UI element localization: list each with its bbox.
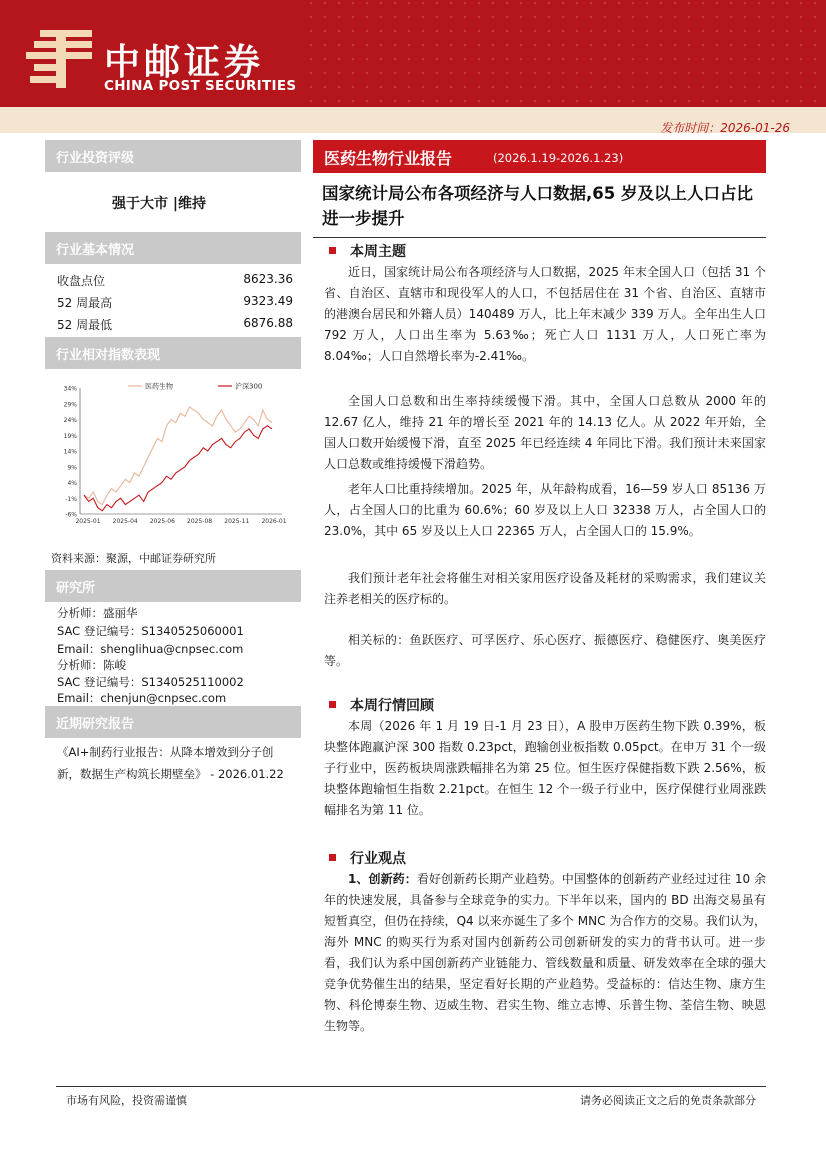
- y-tick-label: 19%: [63, 432, 77, 440]
- series-line-pharma: [84, 407, 272, 505]
- section-title: 本周主题: [350, 244, 406, 260]
- china-post-logo-icon: [26, 30, 98, 88]
- paragraph-body: 看好创新药长期产业趋势。中国整体的创新药产业经过过往 10 余年的快速发展，具备参与全球竞争的实力。下半年以来，国内的 BD 出海交易虽有短暂真空，但仍在持续，Q4 以来亦诞生了多个 MNC 为合作方的交易。我们认为，海外 MNC 的购买行为系对国内创新药公司创新研发的实力的背书认可。进一步看，我们认为系中国创新药产业链能力、管线数量和质量、研发效率在全球的强大竞争优势催生出的结果，坚定看好长期的产业趋势。受益标的：信达生物、康方生物、科伦博泰生物、迈威生物、君实生物、维立志博、乐普生物、荃信生物、映恩生物等。: [324, 872, 766, 1033]
- y-tick-label: 14%: [63, 448, 77, 456]
- paragraph: 本周（2026 年 1 月 19 日-1 月 23 日），A 股申万医药生物下跌 0.39%，板块整体跑赢沪深 300 指数 0.23pct，跑输创业板指数 0.05pct。在申万 31 个一级子行业中，医药板块周涨跌幅排名为第 25 位。恒生医疗保健指数下跌 2.56%，板块整体跑输恒生指数 2.21pct。在恒生 12 个一级子行业中，医疗保健行业周涨跌幅排名为第 11 位。: [324, 719, 766, 817]
- logo-english: CHINA POST SECURITIES: [104, 78, 297, 94]
- basic-item-label: 52 周最高: [57, 296, 113, 310]
- basic-item-close: [57, 272, 293, 289]
- footer-disclaimer: 请务必阅读正文之后的免责条款部分: [580, 1094, 756, 1107]
- x-tick-label: 2025-04: [112, 518, 138, 525]
- rating-header-label: 行业投资评级: [56, 151, 135, 166]
- y-tick-label: -6%: [65, 511, 77, 519]
- basic-item-value: 9323.49: [243, 294, 293, 308]
- logo-chinese: 中邮证券: [104, 42, 265, 83]
- basic-item-value: 8623.36: [243, 272, 293, 286]
- paragraph: 近日，国家统计局公布各项经济与人口数据，2025 年末全国人口（包括 31 个省、自治区、直辖市和现役军人的人口，不包括居住在 31 个省、自治区、直辖市的港澳台居民和外籍人员）140489 万人，比上年末减少 339 万人。全年出生人口 792 万人，人口出生率为 5.63‰；死亡人口 1131 万人，人口死亡率为 8.04‰；人口自然增长率为-2.41‰。: [324, 265, 766, 363]
- report-band: [313, 140, 766, 173]
- relative-perf-header: [45, 337, 301, 369]
- paragraph: 老年人口比重持续增加。2025 年，从年龄构成看，16—59 岁人口 85136 万人，占全国人口的比重为 60.6%；60 岁及以上人口 32338 万人，占全国人口的 23.0%，其中 65 岁及以上人口 22365 万人，占全国人口的 15.9%。: [324, 482, 766, 538]
- relative-performance-chart: [56, 376, 288, 526]
- x-tick-label: 2025-11: [224, 518, 250, 525]
- section-industry-view: [329, 848, 406, 868]
- basic-item-high: [57, 294, 293, 311]
- x-tick-label: 2025-01: [75, 518, 101, 525]
- bullet-icon: [329, 247, 336, 254]
- basic-info-header-label: 行业基本情况: [56, 243, 135, 258]
- publish-date: 发布时间：2026-01-26: [660, 121, 790, 135]
- paragraph: 全国人口总数和出生率持续缓慢下滑。其中，全国人口总数从 2000 年的 12.67 亿人，维持 21 年的增长至 2021 年的 14.13 亿人。从 2022 年开始，全国人口数开始缓慢下滑，直至 2025 年已经连续 4 年同比下滑。我们预计未来国家人口总数或维持缓慢下滑趋势。: [324, 394, 766, 471]
- analyst-sac: SAC 登记编号：S1340525110002: [57, 675, 244, 689]
- section-market-review: [329, 695, 434, 715]
- header-banner: [0, 0, 826, 107]
- recent-reports-header: [45, 706, 301, 738]
- x-tick-label: 2025-08: [187, 518, 213, 525]
- chart-source: 资料来源：聚源，中邮证券研究所: [51, 552, 216, 565]
- research-header: [45, 570, 301, 602]
- paragraph: 我们预计老年社会将催生对相关家用医疗设备及耗材的采购需求，我们建议关注养老相关的医疗标的。: [324, 571, 766, 606]
- rating-value: 强于大市 |维持: [112, 196, 206, 212]
- report-type: 医药生物行业报告: [324, 149, 453, 168]
- relative-perf-header-label: 行业相对指数表现: [56, 348, 161, 363]
- bullet-icon: [329, 701, 336, 708]
- bullet-icon: [329, 854, 336, 861]
- series-line-hs300: [84, 426, 272, 511]
- report-title: 国家统计局公布各项经济与人口数据,65 岁及以上人口占比进一步提升: [322, 184, 753, 228]
- legend-label: 医药生物: [145, 382, 173, 391]
- x-tick-label: 2026-01: [261, 518, 287, 525]
- section-title: 本周行情回顾: [350, 698, 434, 714]
- footer-divider: [56, 1086, 766, 1087]
- title-divider: [313, 237, 766, 238]
- y-tick-label: 29%: [63, 401, 77, 409]
- basic-info-header: [45, 232, 301, 264]
- x-tick-label: 2025-06: [149, 518, 175, 525]
- y-tick-label: 34%: [63, 385, 77, 393]
- basic-item-label: 收盘点位: [57, 274, 106, 288]
- rating-header: [45, 140, 301, 172]
- recent-report-link[interactable]: 《AI+制药行业报告：从降本增效到分子创新，数据生产构筑长期壁垒》 - 2026.01.22: [57, 745, 284, 781]
- analyst-email[interactable]: Email：chenjun@cnpsec.com: [57, 691, 227, 705]
- y-tick-label: 4%: [67, 480, 77, 487]
- section-title: 行业观点: [350, 851, 406, 867]
- analyst-name: 分析师：陈峻: [57, 658, 126, 672]
- footer-risk-note: 市场有风险，投资需谨慎: [66, 1094, 187, 1107]
- recent-reports-header-label: 近期研究报告: [56, 717, 135, 732]
- basic-item-value: 6876.88: [243, 316, 293, 330]
- paragraph: 相关标的：鱼跃医疗、可孚医疗、乐心医疗、振德医疗、稳健医疗、奥美医疗等。: [324, 633, 766, 668]
- paragraph-lead: 1、创新药：: [348, 872, 417, 886]
- report-period: (2026.1.19-2026.1.23): [493, 151, 624, 165]
- basic-item-low: [57, 316, 293, 333]
- analyst-email[interactable]: Email：shenglihua@cnpsec.com: [57, 642, 244, 656]
- section-weekly-theme: [329, 241, 406, 261]
- basic-item-label: 52 周最低: [57, 318, 113, 332]
- legend-label: 沪深300: [235, 382, 263, 391]
- analyst-sac: SAC 登记编号：S1340525060001: [57, 624, 244, 638]
- analyst-name: 分析师：盛丽华: [57, 606, 138, 620]
- research-header-label: 研究所: [56, 581, 96, 596]
- y-tick-label: 24%: [63, 417, 77, 424]
- paragraph-innovative-drugs: [324, 869, 766, 1037]
- y-tick-label: 9%: [67, 464, 77, 472]
- y-tick-label: -1%: [65, 495, 77, 503]
